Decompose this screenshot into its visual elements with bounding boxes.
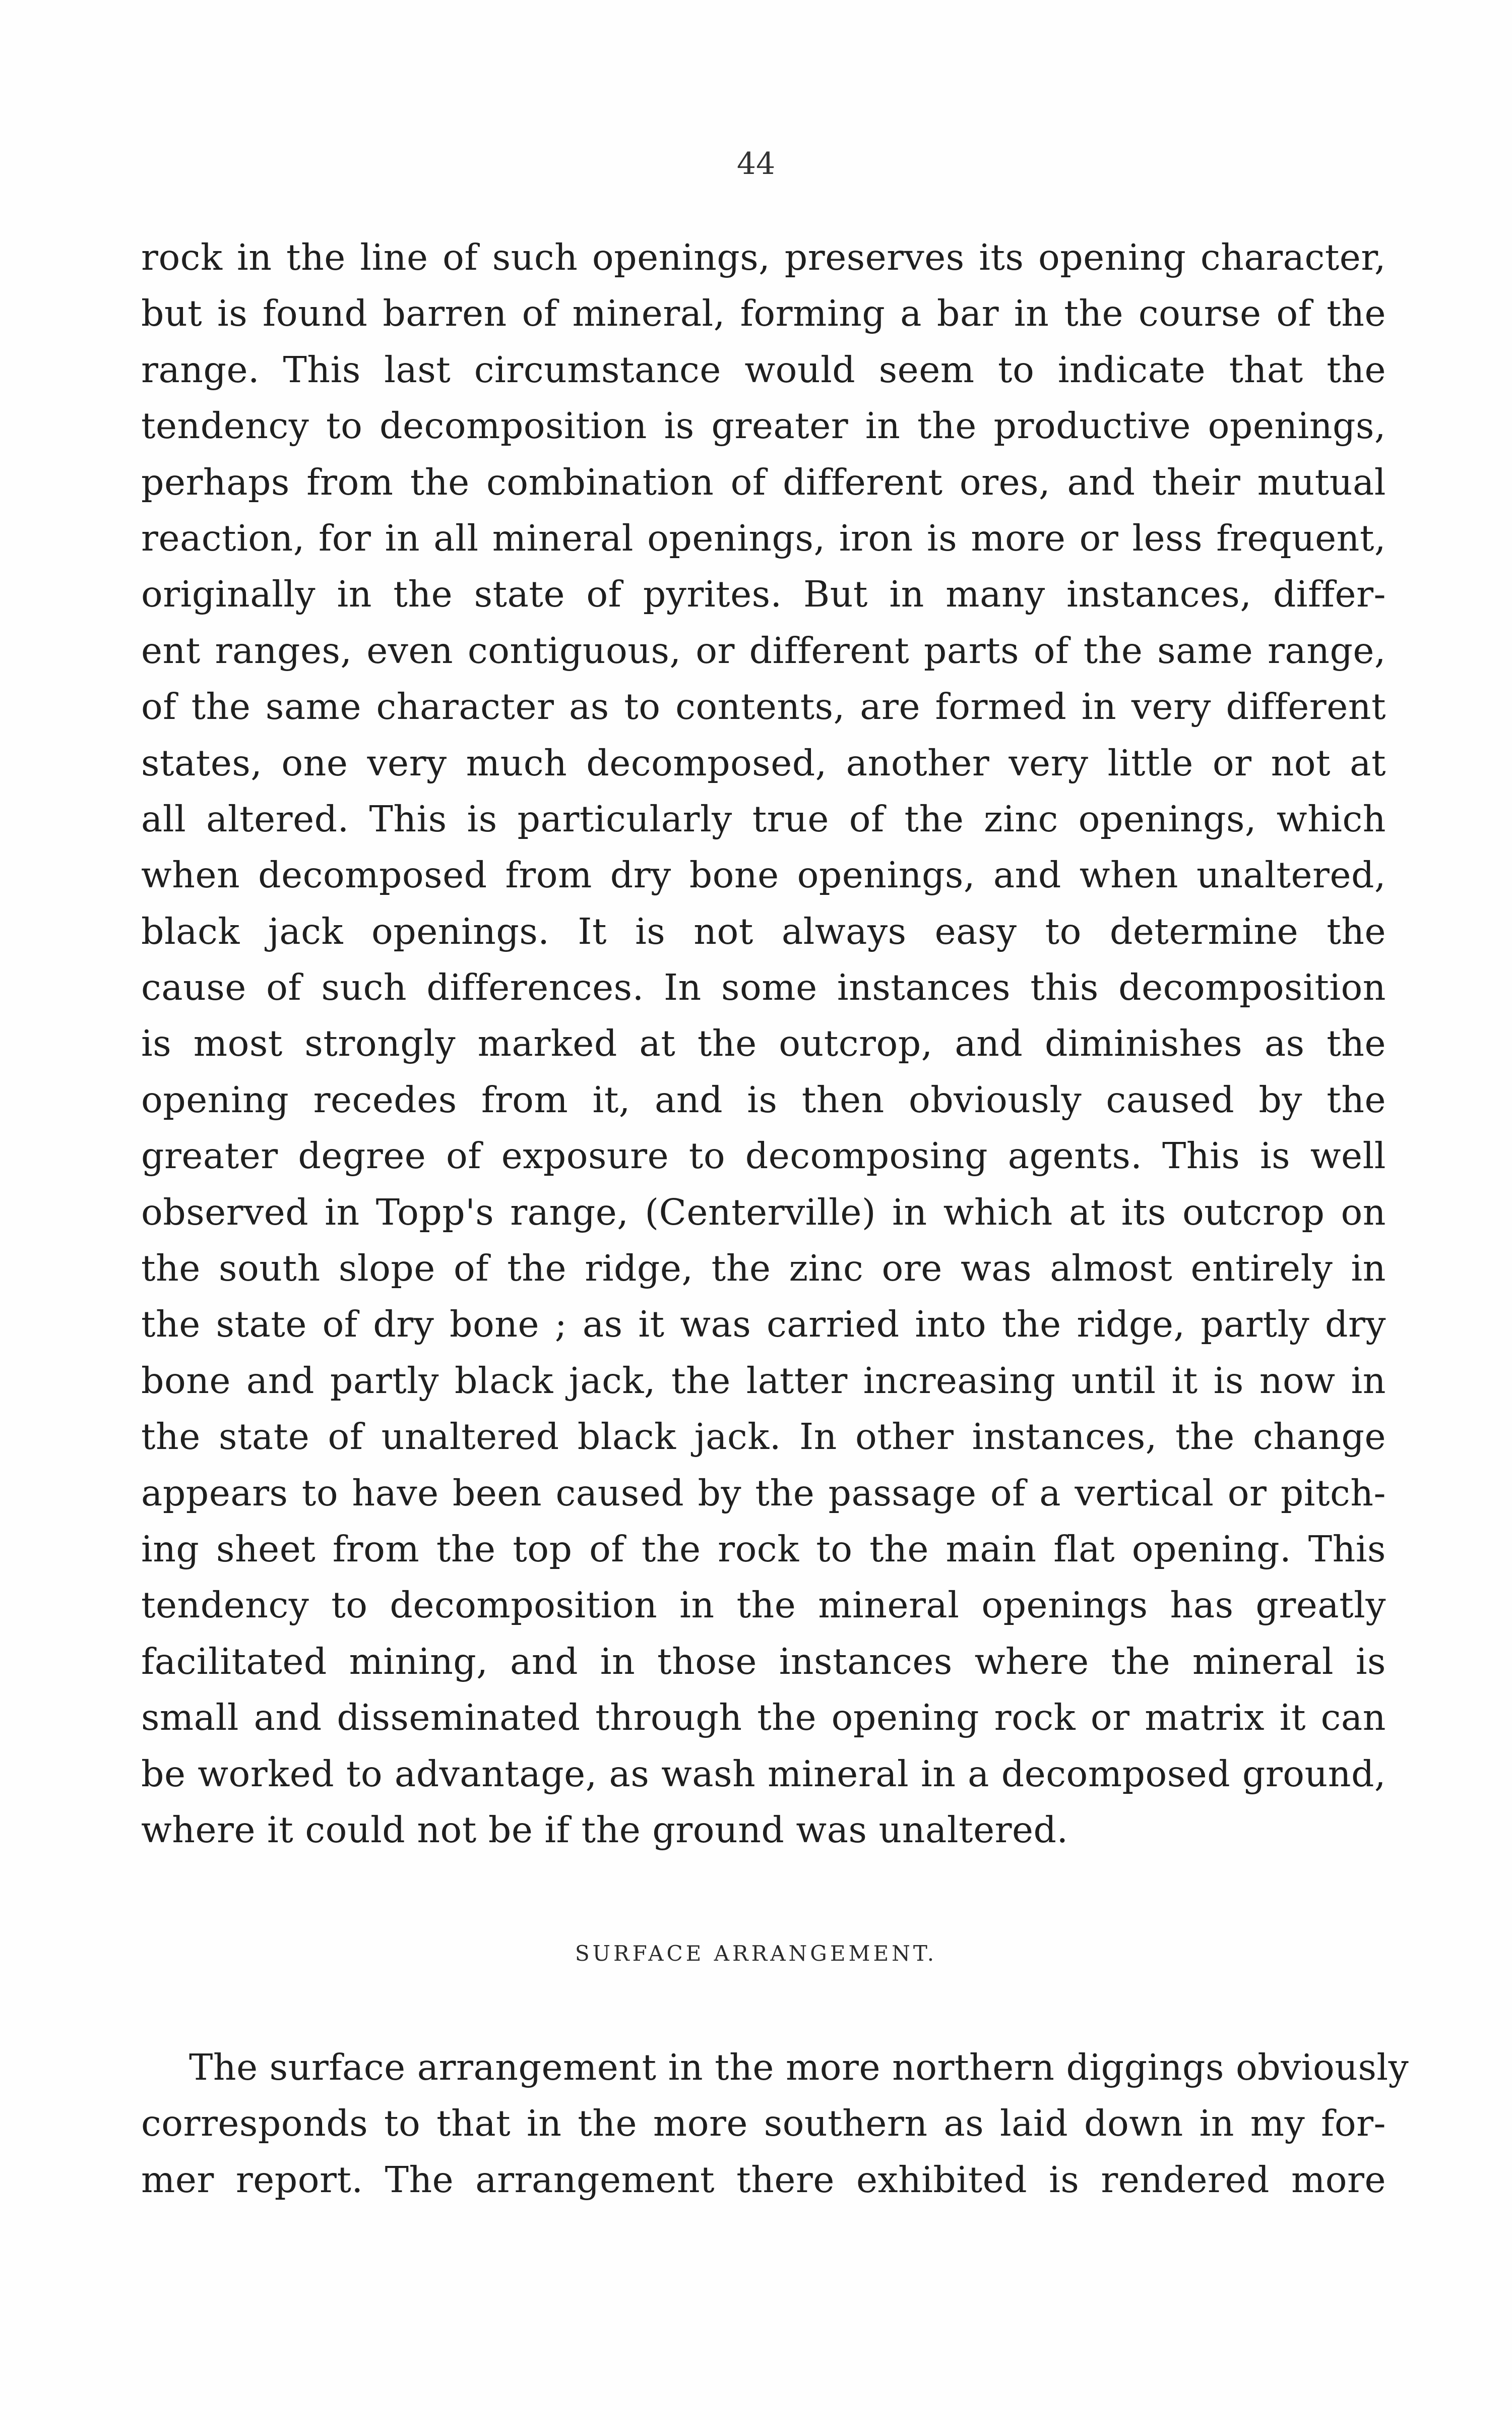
- text-line: ent ranges, even contiguous, or different parts of the same range,: [141, 629, 1386, 672]
- text-line: be worked to advantage, as wash mineral in a decomposed ground,: [141, 1752, 1386, 1795]
- text-line: cause of such differences. In some instances this decomposition: [141, 966, 1386, 1009]
- page-number: 44: [736, 146, 776, 182]
- text-line: tendency to decomposition in the mineral openings has greatly: [141, 1584, 1386, 1626]
- text-line: ing sheet from the top of the rock to the main flat opening. This: [141, 1528, 1386, 1570]
- text-line: The surface arrangement in the more northern diggings obviously: [189, 2046, 1409, 2088]
- text-line: originally in the state of pyrites. But in many instances, differ-: [141, 573, 1386, 616]
- text-line: reaction, for in all mineral openings, iron is more or less frequent,: [141, 517, 1386, 559]
- text-line: the south slope of the ridge, the zinc ore was almost entirely in: [141, 1247, 1386, 1290]
- text-line: corresponds to that in the more southern as laid down in my for-: [141, 2102, 1386, 2145]
- text-line: small and disseminated through the opening rock or matrix it can: [141, 1697, 1386, 1739]
- text-line: when decomposed from dry bone openings, and when unaltered,: [141, 854, 1386, 896]
- text-line: the state of unaltered black jack. In other instances, the change: [141, 1416, 1386, 1458]
- text-line: range. This last circumstance would seem to indicate that the: [141, 348, 1386, 391]
- body-paragraph-1: [141, 229, 1386, 1858]
- text-line: rock in the line of such openings, preserves its opening character,: [141, 236, 1386, 278]
- text-line: bone and partly black jack, the latter increasing until it is now in: [141, 1359, 1386, 1402]
- text-line: of the same character as to contents, are formed in very different: [141, 686, 1386, 728]
- text-line: opening recedes from it, and is then obviously caused by the: [141, 1078, 1386, 1121]
- text-line: facilitated mining, and in those instances where the mineral is: [141, 1640, 1386, 1682]
- text-line: where it could not be if the ground was unaltered.: [141, 1808, 1068, 1851]
- text-line: perhaps from the combination of different ores, and their mutual: [141, 461, 1386, 503]
- body-paragraph-2: [141, 2039, 1409, 2208]
- text-line: is most strongly marked at the outcrop, and diminishes as the: [141, 1022, 1386, 1065]
- text-line: black jack openings. It is not always easy to determine the: [141, 910, 1386, 952]
- text-line: observed in Topp's range, (Centerville) in which at its outcrop on: [141, 1191, 1386, 1233]
- text-line: mer report. The arrangement there exhibited is rendered more: [141, 2158, 1386, 2201]
- text-line: greater degree of exposure to decomposing agents. This is well: [141, 1135, 1386, 1177]
- text-line: appears to have been caused by the passage of a vertical or pitch-: [141, 1472, 1386, 1514]
- text-line: all altered. This is particularly true of the zinc openings, which: [141, 798, 1386, 840]
- text-line: tendency to decomposition is greater in the productive openings,: [141, 405, 1386, 447]
- text-line: states, one very much decomposed, another very little or not at: [141, 742, 1386, 784]
- section-heading: SURFACE ARRANGEMENT.: [575, 1941, 937, 1966]
- text-line: the state of dry bone ; as it was carried into the ridge, partly dry: [141, 1303, 1386, 1346]
- text-line: but is found barren of mineral, forming a bar in the course of the: [141, 292, 1386, 335]
